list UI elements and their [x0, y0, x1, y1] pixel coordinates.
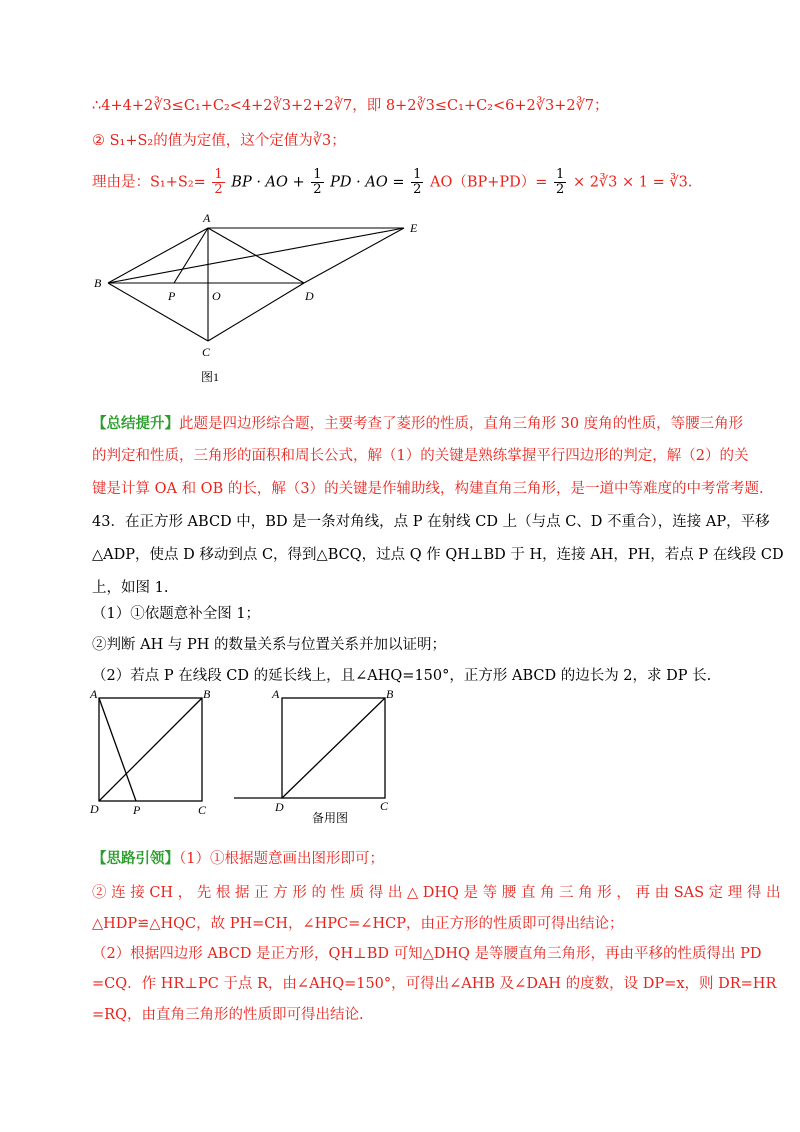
hint-line-4: （2）根据四边形 ABCD 是正方形，QH⊥BD 可知△DHQ 是等腰直角三角形，再由平移的性质得出 PD [92, 946, 762, 962]
hint-line-6: =RQ，由直角三角形的性质即可得出结论. [92, 1007, 364, 1023]
figure-rhombus-svg [86, 208, 436, 388]
reason-term-4: × 2∛3 × 1 = ∛3. [572, 174, 693, 191]
fraction-half-1: $\frac{1}{2}$ [214, 167, 223, 197]
solution-reason-line [92, 168, 692, 197]
summary-line-3: 键是计算 OA 和 OB 的长，解（3）的关键是作辅助线，构建直角三角形，是一道中等难度的中考常考题. [92, 481, 764, 497]
fig3-label-C: C [380, 799, 389, 813]
fig1-caption: 图1 [201, 370, 220, 384]
fraction-half-4: $\frac{1}{2}$ [556, 167, 565, 197]
fig2-label-D: D [90, 802, 99, 816]
fig3-caption: 备用图 [312, 811, 349, 825]
q43-line-4: （1）①依题意补全图 1； [92, 606, 261, 622]
reason-term-1: BP · AO + [231, 174, 305, 191]
fig3-label-A: A [272, 687, 280, 701]
hint-line-3: △HDP≌△HQC，故 PH=CH，∠HPC=∠HCP，由正方形的性质即可得出结论； [92, 916, 624, 932]
fraction-half-3: $\frac{1}{2}$ [413, 167, 422, 197]
fig1-label-D: D [305, 289, 314, 303]
fig1-label-P: P [168, 289, 176, 303]
q43-line-6: （2）若点 P 在线段 CD 的延长线上，且∠AHQ=150°，正方形 ABCD 的边长为 2，求 DP 长. [92, 668, 712, 684]
summary-line-1: 【总结提升】此题是四边形综合题，主要考查了菱形的性质，直角三角形 30 度角的性质，等腰三角形 [92, 415, 744, 432]
solution-inequality-line: ∴4+4+2∛3≤C₁+C₂<4+2∛3+2+2∛7，即 8+2∛3≤C₁+C₂<6+2∛3+2∛7； [92, 98, 609, 114]
q43-line-1: 43．在正方形 ABCD 中，BD 是一条对角线，点 P 在射线 CD 上（与点 C、D 不重合），连接 AP，平移 [92, 514, 770, 530]
fig2-label-A: A [90, 687, 98, 701]
figure-square-2 [230, 686, 400, 830]
reason-prefix: 理由是：S₁+S₂= [92, 174, 206, 191]
fraction-half-2: $\frac{1}{2}$ [313, 167, 322, 197]
hint-line-5: =CQ．作 HR⊥PC 于点 R，由∠AHQ=150°，可得出∠AHB 及∠DAH 的度数，设 DP=x，则 DR=HR [92, 976, 777, 992]
q43-line-2: △ADP，使点 D 移动到点 C，得到△BCQ，过点 Q 作 QH⊥BD 于 H，连接 AH，PH，若点 P 在线段 CD [92, 547, 784, 563]
fig3-label-B: B [386, 687, 394, 701]
hint-tag: 【思路引领】 [92, 850, 179, 867]
fig3-label-D: D [275, 800, 284, 814]
fig1-label-A: A [203, 211, 211, 225]
figure-square-1-svg [86, 686, 216, 816]
fig2-label-P: P [133, 803, 141, 816]
q43-line-5: ②判断 AH 与 PH 的数量关系与位置关系并加以证明； [92, 637, 446, 653]
fig1-label-B: B [94, 276, 102, 290]
figure-rhombus [86, 208, 436, 388]
q43-line-3: 上，如图 1. [92, 580, 169, 596]
reason-term-3: AO（BP+PD）= [429, 174, 548, 191]
figure-square-2-svg [230, 686, 400, 830]
fig1-label-C: C [202, 345, 211, 359]
fig2-label-B: B [203, 687, 211, 701]
reason-term-2: PD · AO = [330, 174, 405, 191]
hint-line-1: 【思路引领】（1）①根据题意画出图形即可； [92, 850, 384, 867]
fig1-label-O: O [212, 289, 221, 303]
fig1-label-E: E [410, 221, 418, 235]
summary-line-2: 的判定和性质，三角形的面积和周长公式，解（1）的关键是熟练掌握平行四边形的判定，解（2）的关 [92, 448, 749, 464]
hint-line-2: ② 连 接 CH ， 先 根 据 正 方 形 的 性 质 得 出 △ DHQ 是 等 腰 直 角 三 角 形 ， 再 由 SAS 定 理 得 出 [92, 885, 781, 901]
solution-constant-line: ② S₁+S₂的值为定值，这个定值为∛3； [92, 133, 346, 149]
summary-tag: 【总结提升】 [92, 415, 179, 432]
fig2-label-C: C [198, 803, 207, 816]
figure-square-1 [86, 686, 216, 816]
